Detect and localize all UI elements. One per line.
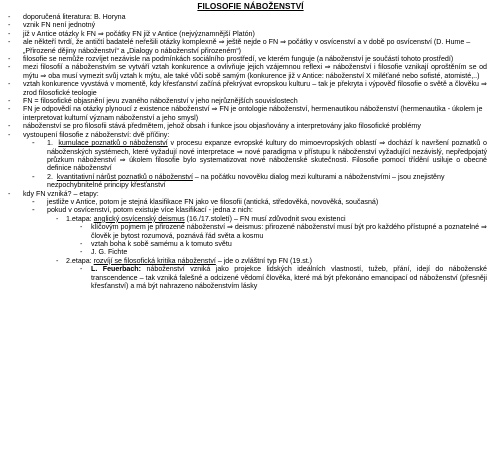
item-rest: – na počátku novověku dialog mezi kulturami a náboženstvími – jsou znejistěny nezpochybnitelné principy křesťanství — [47, 172, 445, 190]
bullet-dash: - — [8, 122, 11, 131]
list-item-text: vznik FN není jednotný — [23, 21, 96, 30]
list-item-text: klíčovým pojmem je přirozené náboženství ⇒ deismus: přirozené náboženství musí být pro každého přístupné a poznatelné ⇒ člověk je bytost rozumová, poznává řád světa a kosmu — [91, 223, 487, 240]
bullet-dash: - — [8, 130, 11, 139]
list-item-text: FN = filosofické objasnění jevu zvaného náboženství v jeho nejrůznějších souvislostech — [23, 97, 298, 106]
author-name: L. Feuerbach: — [91, 265, 142, 274]
list-item — [0, 190, 501, 198]
list-item — [0, 206, 501, 214]
bullet-dash: - — [8, 105, 11, 114]
list-item — [0, 97, 501, 105]
underlined-phrase: rozvíjí se filosofická kritika náboženství — [93, 256, 216, 265]
bullet-dash: - — [8, 97, 11, 106]
list-item-text: vystoupení filosofie z náboženství: dvě příčiny: — [23, 130, 170, 139]
bullet-dash: - — [80, 239, 83, 248]
list-item-text: již v Antice otázky k FN ⇒ počátky FN již v Antice (nejvýznamnější Platón) — [23, 29, 255, 38]
list-item-text: pokud v osvícenství, potom existuje více klasifikací - jedna z nich: — [47, 206, 253, 215]
list-item — [0, 13, 501, 21]
list-item — [0, 122, 501, 130]
stage-item — [0, 215, 501, 223]
list-item-text: náboženství se pro filosofii stává předmětem, jehož obsah i funkce jsou objasňovány a interpretovány jako filosofické problémy — [23, 122, 421, 131]
list-item — [0, 248, 501, 256]
item-rest: (16./17.století) – FN musí zdůvodnit svou existenci — [184, 214, 346, 223]
list-item — [0, 240, 501, 248]
list-item — [0, 198, 501, 206]
list-item-text: FN je odpovědí na otázky plynoucí z existence náboženství ⇒ FN je ontologie náboženství, hermenautikou náboženství (hermenautika - úkolem je interpretovat kulturní význam náboženství a jeho smysl) — [23, 105, 483, 122]
list-item-text: J. G. Fichte — [91, 248, 128, 257]
underlined-phrase: kvantitativní nárůst poznatků o náboženství — [56, 172, 193, 181]
bullet-dash: - — [8, 13, 11, 21]
list-item — [0, 30, 501, 38]
bullet-dash: - — [8, 55, 11, 64]
list-item-text: vztah konkurence vyvstává v momentě, kdy křesťanství začíná překrývat evropskou kulturu – tak je překryta i výpověď filosofie o světě a člověku ⇒ zrod filosofické teologie — [23, 80, 487, 97]
list-item — [0, 38, 501, 55]
bullet-dash: - — [32, 138, 35, 148]
list-item — [0, 265, 501, 290]
page-title: FILOSOFIE NÁBOŽENSTVÍ — [197, 2, 304, 11]
bullet-dash: - — [56, 256, 59, 265]
list-item — [0, 223, 501, 240]
item-number: 2. — [47, 172, 53, 181]
item-rest: náboženství vzniká jako projekce lidských ideálních vlastností, tužeb, přání, idejí do náboženské transcendence – tak vzniká falešné a odcizené vědomí člověka, které má být překonáno emancipací od náboženství (přesněji křesťanství) a má být nahrazeno náboženstvím lásky — [91, 265, 487, 290]
list-item-text: vztah boha k sobě samému a k tomuto světu — [91, 239, 232, 248]
list-item — [0, 131, 501, 139]
bullet-dash: - — [8, 38, 11, 47]
stage-label: 2.etapa: — [66, 256, 94, 265]
item-rest: – jde o zvláštní typ FN (19.st.) — [215, 256, 313, 265]
numbered-item-text — [47, 139, 487, 173]
list-item-text: kdy FN vzniká? – etapy: — [23, 189, 99, 198]
underlined-phrase: kumulace poznatků o náboženství — [58, 139, 168, 148]
bullet-dash: - — [32, 205, 35, 215]
list-item-text: mezi filosofií a náboženstvím se vytváří vztah konkurence a ovlivňuje jejich vzájemnou reflexi ⇒ náboženství i filosofie vznikají oproštěním se od mýtu ⇒ oba musí vymezit svůj vztah k mýtu, ale také vůči sobě samým (konkurence již v Antice: náboženství X miléťané nebo sofisté, atomisté,..) — [23, 63, 487, 80]
stage-label: 1.etapa: — [66, 214, 94, 223]
bullet-dash: - — [8, 29, 11, 38]
numbered-item-text — [47, 173, 487, 190]
list-item — [0, 55, 501, 63]
bullet-dash: - — [8, 63, 11, 72]
bullet-dash: - — [8, 21, 11, 30]
bullet-dash: - — [32, 196, 35, 206]
bullet-dash: - — [8, 80, 11, 89]
notes-list — [0, 13, 501, 290]
bullet-dash: - — [56, 214, 59, 223]
list-item-text: filosofie se nemůže rozvíjet nezávisle na podmínkách sociálního prostředí, ve kterém funguje (a náboženství je součástí tohoto prostředí) — [23, 55, 454, 64]
underlined-phrase: anglický osvícenský deismus — [93, 214, 185, 223]
bullet-dash: - — [8, 189, 11, 198]
item-number: 1. — [47, 139, 53, 148]
item-rest: v procesu expanze evropské kultury do mimoevropských oblastí ⇒ dochází k navršení poznatků o náboženských systémech, které vyžadují nové interpretace ⇒ nové paradigma v přístupu k náboženství vyžadující nezávislý, nepředpojatý průzkum náboženství ⇒ úkolem filosofie bylo systematizovat nové náboženské skutečnosti. Filosofie pomocí třídění usiluje o obecné definice náboženství — [47, 139, 487, 173]
stage-item — [0, 257, 501, 265]
list-item — [0, 105, 501, 122]
stage-item-text — [66, 215, 487, 223]
bullet-dash: - — [80, 265, 83, 274]
numbered-item — [0, 173, 501, 190]
list-item-text: jestliže v Antice, potom je stejná klasifikace FN jako ve filosofii (antická, středověká, novověká, současná) — [47, 197, 379, 206]
list-item — [0, 80, 501, 97]
list-item-text: ale někteří tvrdí, že antičtí badatelé neřešili otázky komplexně ⇒ ještě nejde o FN ⇒ počátky v osvícenství a v době po osvícenství (D. Hume – „Přirozené dějiny náboženství“ a „Dialogy o náboženství přirozeném“) — [23, 38, 471, 55]
list-item-text — [91, 265, 487, 290]
list-item-text: doporučená literatura: B. Horyna — [23, 13, 126, 21]
numbered-item — [0, 139, 501, 173]
list-item — [0, 63, 501, 80]
bullet-dash: - — [80, 223, 83, 232]
stage-item-text — [66, 257, 487, 265]
bullet-dash: - — [32, 171, 35, 181]
list-item — [0, 21, 501, 29]
bullet-dash: - — [80, 248, 83, 257]
